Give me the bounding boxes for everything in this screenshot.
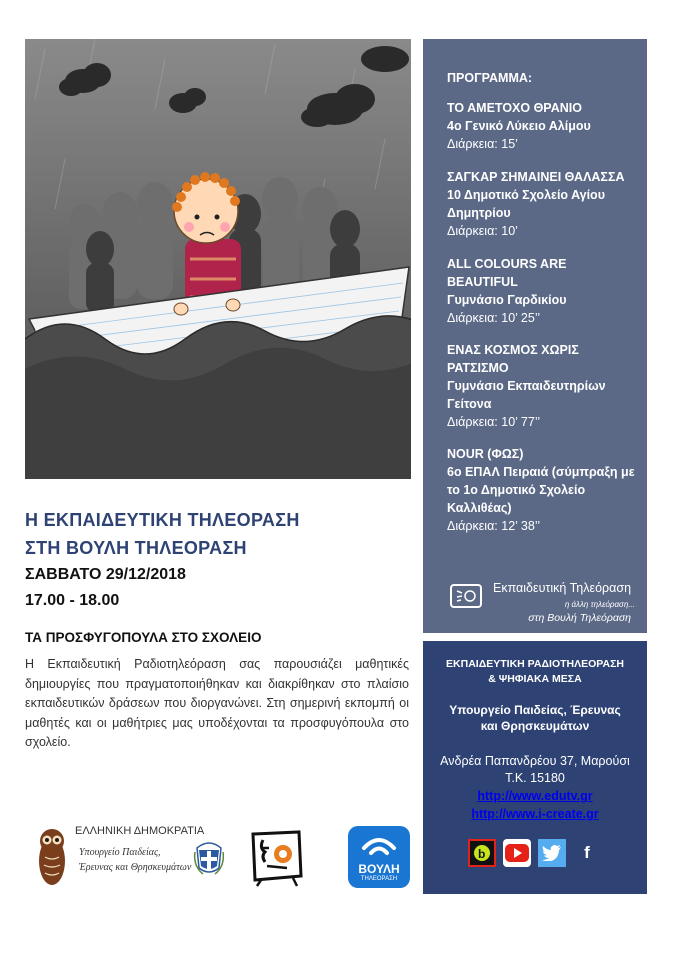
broadcast-date: ΣΑΒΒΑΤΟ 29/12/2018 xyxy=(25,566,186,583)
program-item xyxy=(447,168,637,240)
program-item-school: 6ο ΕΠΑΛ Πειραιά (σύμπραξη με το 1ο Δημοτικό Σχολείο Καλλιθέας) xyxy=(447,465,635,515)
program-item-duration: Διάρκεια: 15’ xyxy=(447,137,518,151)
ministry-logo-line2: Υπουργείο Παιδείας, xyxy=(79,847,161,858)
program-item-title: ΕΝΑΣ ΚΟΣΜΟΣ ΧΩΡΙΣ ΡΑΤΣΙΣΜΟ xyxy=(447,343,579,375)
youtube-icon[interactable] xyxy=(503,839,531,867)
vouli-tv-logo xyxy=(348,826,410,888)
greek-emblem-icon xyxy=(193,836,225,876)
wifi-arcs-icon xyxy=(361,834,397,860)
icreate-link[interactable]: http://www.i-create.gr xyxy=(471,807,599,821)
contact-heading xyxy=(423,657,647,687)
facebook-icon[interactable]: f xyxy=(584,843,590,862)
program-item-duration: Διάρκεια: 10’ 77’’ xyxy=(447,415,541,429)
broadcast-time: 17.00 - 18.00 xyxy=(25,592,120,609)
program-item-title: ALL COLOURS ARE BEAUTIFUL xyxy=(447,257,567,289)
edutv-logo-icon xyxy=(449,581,483,611)
ministry-line: Υπουργείο Παιδείας, Έρευνας xyxy=(449,703,621,717)
headline xyxy=(25,506,300,562)
program-item-duration: Διάρκεια: 10’ xyxy=(447,224,518,238)
twitter-icon[interactable] xyxy=(538,839,566,867)
address xyxy=(423,753,647,787)
program-item-school: Γυμνάσιο Γαρδικίου xyxy=(447,293,567,307)
brand-name: Εκπαιδευτική Τηλεόραση xyxy=(493,581,632,595)
program-item-duration: Διάρκεια: 10’ 25’’ xyxy=(447,311,541,325)
logos-row xyxy=(25,820,415,895)
hero-image xyxy=(25,39,411,479)
brand-tagline: η άλλη τηλεόραση... xyxy=(564,600,635,609)
brand-sub: στη Βουλή Τηλεόραση xyxy=(528,612,631,624)
address-line: Ανδρέα Παπανδρέου 37, Μαρούσι xyxy=(440,754,630,768)
program-item-title: NOUR (ΦΩΣ) xyxy=(447,447,524,461)
edutv-tv-logo-icon xyxy=(247,826,305,888)
program-item-school: Γυμνάσιο Εκπαιδευτηρίων Γείτονα xyxy=(447,379,606,411)
program-title: ΠΡΟΓΡΑΜΜΑ: xyxy=(447,71,533,85)
social-links xyxy=(468,839,608,869)
ministry-logo-line3: Έρευνας και Θρησκευμάτων xyxy=(79,862,192,873)
edutv-brand xyxy=(449,581,639,611)
program-item xyxy=(447,341,637,431)
edutv-link[interactable]: http://www.edutv.gr xyxy=(477,789,593,803)
program-item xyxy=(447,445,637,535)
program-item xyxy=(447,255,637,327)
svg-text:b: b xyxy=(478,847,486,861)
contact-heading-line: & ΨΗΦΙΑΚΑ ΜΕΣΑ xyxy=(488,673,582,685)
cartoon-illustration xyxy=(25,39,411,479)
program-sidebar xyxy=(423,39,647,633)
owl-logo-icon xyxy=(35,823,69,889)
postal-code: Τ.Κ. 15180 xyxy=(505,771,565,785)
headline-line: Η ΕΚΠΑΙΔΕΥΤΙΚΗ ΤΗΛΕΟΡΑΣΗ xyxy=(25,510,300,530)
headline-line: ΣΤΗ ΒΟΥΛΗ ΤΗΛΕΟΡΑΣΗ xyxy=(25,538,247,558)
program-item-duration: Διάρκεια: 12’ 38’’ xyxy=(447,519,541,533)
b-icon[interactable] xyxy=(468,839,496,867)
program-item-school: 4ο Γενικό Λύκειο Αλίμου xyxy=(447,119,591,133)
program-item-school: 10 Δημοτικό Σχολείο Αγίου Δημητρίου xyxy=(447,188,605,220)
contact-heading-line: ΕΚΠΑΙΔΕΥΤΙΚΗ ΡΑΔΙΟΤΗΛΕΟΡΑΣΗ xyxy=(446,658,624,670)
vouli-sublabel: ΤΗΛΕΟΡΑΣΗ xyxy=(360,876,398,882)
ministry-logo-line1: ΕΛΛΗΝΙΚΗ ΔΗΜΟΚΡΑΤΙΑ xyxy=(75,825,205,837)
ministry-line: και Θρησκευμάτων xyxy=(480,719,590,733)
program-item-title: ΤΟ ΑΜΕΤΟΧΟ ΘΡΑΝΙΟ xyxy=(447,101,582,115)
article-title: ΤΑ ΠΡΟΣΦΥΓΟΠΟΥΛΑ ΣΤΟ ΣΧΟΛΕΙΟ xyxy=(25,630,262,645)
contact-box xyxy=(423,641,647,894)
program-item xyxy=(447,99,637,153)
ministry-name xyxy=(423,702,647,734)
program-item-title: ΣΑΓΚΑΡ ΣΗΜΑΙΝΕΙ ΘΑΛΑΣΣΑ xyxy=(447,170,625,184)
vouli-label: ΒΟΥΛΗ xyxy=(358,862,400,876)
article-body: Η Εκπαιδευτική Ραδιοτηλεόραση σας παρουσιάζει μαθητικές δημιουργίες που πραγματοποιήθηκαν και διακρίθηκαν στο πλαίσιο εκπαιδευτικών δράσεων που διοργανώνει. Στη σημερινή εκπομπή οι μαθητές και οι μαθήτριες μας υποδέχονται τα προσφυγόπουλα στο σχολείο. xyxy=(25,657,409,749)
